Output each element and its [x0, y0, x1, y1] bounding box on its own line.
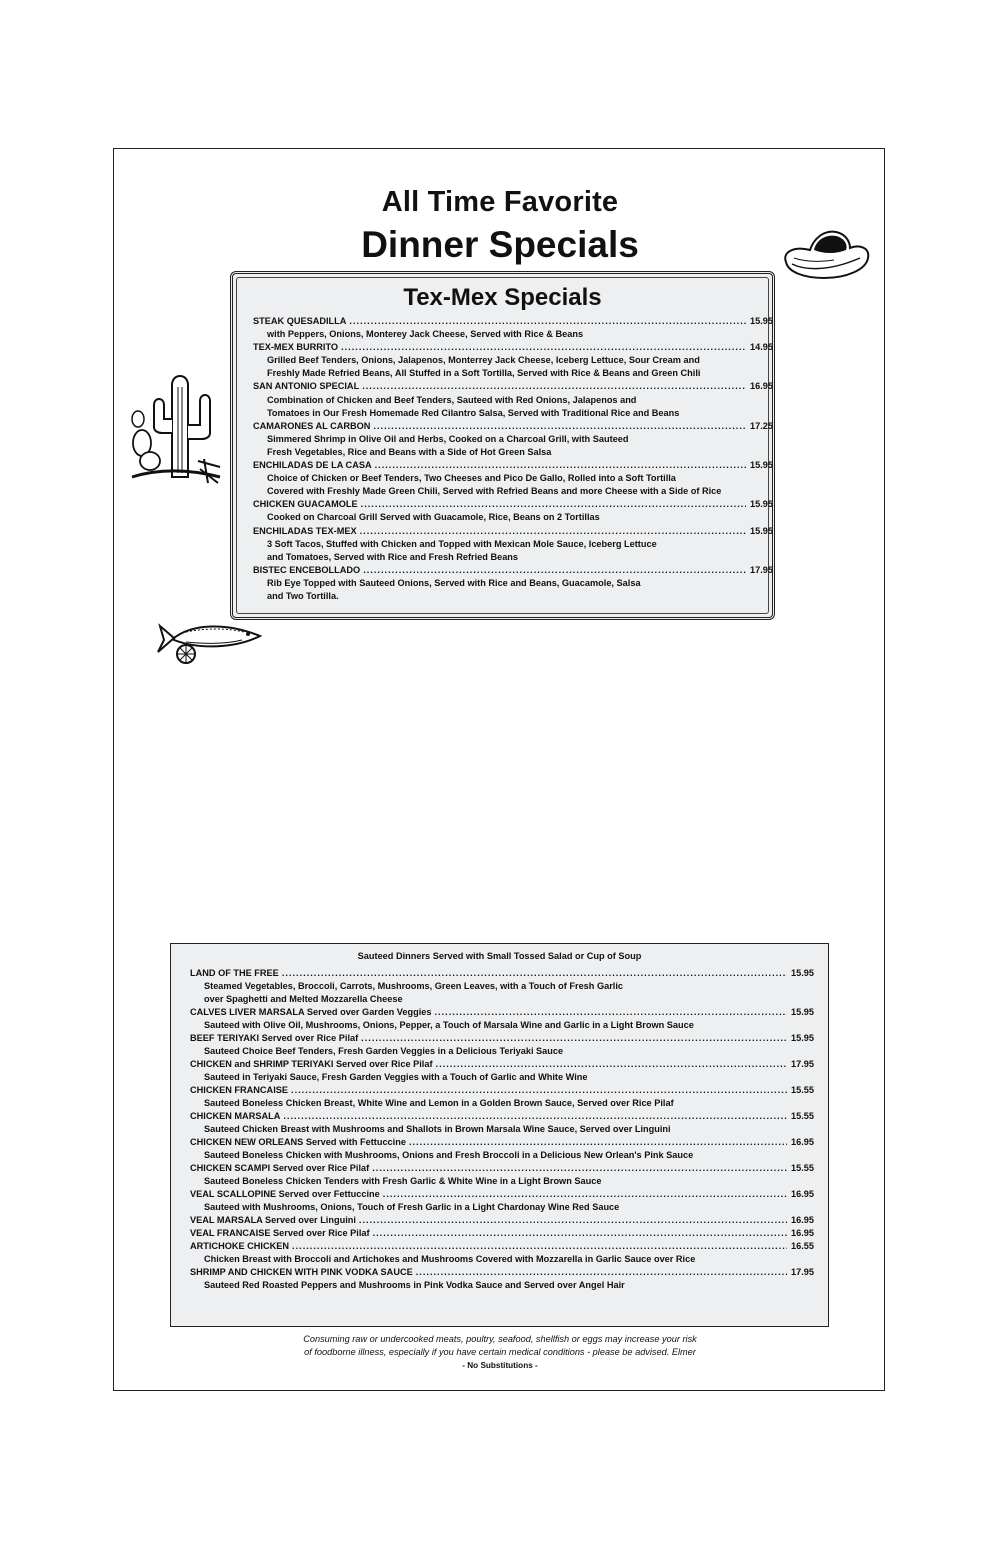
menu-title-line2: Dinner Specials — [361, 224, 639, 265]
menu-item-row — [190, 1227, 814, 1240]
menu-item — [253, 341, 773, 380]
menu-item-row — [190, 1058, 814, 1071]
menu-item-price: 16.95 — [791, 1137, 814, 1147]
dot-leader — [435, 1006, 788, 1019]
dot-leader — [363, 564, 746, 577]
menu-item-name: CHICKEN FRANCAISE — [190, 1085, 289, 1095]
menu-item-name: BEEF TERIYAKI Served over Rice Pilaf — [190, 1033, 359, 1043]
dot-leader — [341, 341, 746, 354]
menu-item-description: Sauteed in Teriyaki Sauce, Fresh Garden Veggies with a Touch of Garlic and White Wine — [204, 1072, 588, 1082]
menu-item-row — [190, 1162, 814, 1175]
menu-item-price: 15.95 — [791, 1033, 814, 1043]
menu-item-row — [190, 1110, 814, 1123]
dot-leader — [282, 967, 787, 980]
texmex-item-list — [253, 315, 773, 603]
menu-item-name: LAND OF THE FREE — [190, 968, 279, 978]
menu-item-name: SAN ANTONIO SPECIAL — [253, 381, 360, 392]
menu-item-row — [190, 967, 814, 980]
menu-item-description: with Peppers, Onions, Monterey Jack Cheese, Served with Rice & Beans — [267, 329, 584, 340]
menu-item-row — [253, 459, 773, 472]
menu-item-price: 15.95 — [750, 316, 773, 326]
fish-icon — [156, 614, 266, 666]
menu-item-description: Sauteed Chicken Breast with Mushrooms and Shallots in Brown Marsala Wine Sauce, Served over Linguini — [204, 1124, 671, 1134]
menu-item — [190, 1006, 814, 1032]
dot-leader — [291, 1084, 787, 1097]
menu-item — [190, 1214, 814, 1227]
menu-title-line1: All Time Favorite — [381, 186, 619, 218]
menu-item-name: VEAL SCALLOPINE Served over Fettuccine — [190, 1189, 380, 1199]
menu-item — [190, 1188, 814, 1214]
menu-item-description: Sauteed Choice Beef Tenders, Fresh Garden Veggies in a Delicious Teriyaki Sauce — [204, 1046, 564, 1056]
menu-item-name: CAMARONES AL CARBON — [253, 420, 371, 431]
menu-item-description: and Two Tortilla. — [267, 590, 339, 601]
menu-item-name: CHICKEN and SHRIMP TERIYAKI Served over Rice Pilaf — [190, 1059, 433, 1069]
menu-item-price: 17.25 — [750, 420, 773, 431]
menu-item-price: 16.55 — [791, 1241, 814, 1251]
menu-item-description: Tomatoes in Our Fresh Homemade Red Cilantro Salsa, Served with Traditional Rice and Beans — [267, 407, 680, 418]
sauteed-item-list — [190, 967, 814, 1292]
disclaimer-line-1: Consuming raw or undercooked meats, poultry, seafood, shellfish or eggs may increase your risk — [303, 1334, 697, 1344]
menu-item-row — [190, 1214, 814, 1227]
menu-item — [253, 315, 773, 341]
menu-item — [253, 525, 773, 564]
menu-item-description: Chicken Breast with Broccoli and Artichokes and Mushrooms Covered with Mozzarella in Garlic Sauce over Rice — [204, 1254, 696, 1264]
menu-item — [190, 1110, 814, 1136]
menu-item-price: 17.95 — [750, 564, 773, 575]
menu-item-price: 15.95 — [750, 460, 773, 471]
menu-item-description: Sauteed with Olive Oil, Mushrooms, Onions, Pepper, a Touch of Marsala Wine and Garlic in a Light Brown Sauce — [204, 1020, 694, 1030]
menu-item-description: Combination of Chicken and Beef Tenders, Sauteed with Red Onions, Jalapenos and — [267, 394, 637, 405]
menu-item-name: VEAL MARSALA Served over Linguini — [190, 1215, 356, 1225]
menu-item-price: 16.95 — [750, 381, 773, 392]
menu-item-name: BISTEC ENCEBOLLADO — [253, 564, 361, 575]
cactus-icon — [128, 365, 224, 485]
menu-item-name: ENCHILADAS TEX-MEX — [253, 525, 357, 536]
menu-item-row — [190, 1084, 814, 1097]
menu-item-description: Cooked on Charcoal Grill Served with Guacamole, Rice, Beans on 2 Tortillas — [267, 512, 600, 523]
menu-item-row — [253, 564, 773, 577]
menu-item-price: 15.55 — [791, 1085, 814, 1095]
menu-item-description: Steamed Vegetables, Broccoli, Carrots, Mushrooms, Green Leaves, with a Touch of Fresh Garlic — [204, 981, 624, 991]
menu-item-price: 15.95 — [791, 968, 814, 978]
texmex-heading: Tex-Mex Specials — [403, 284, 602, 311]
menu-item — [253, 564, 773, 603]
menu-item-price: 15.55 — [791, 1111, 814, 1121]
menu-item-name: ARTICHOKE CHICKEN — [190, 1241, 290, 1251]
menu-item — [190, 1084, 814, 1110]
dot-leader — [409, 1136, 787, 1149]
dot-leader — [383, 1188, 787, 1201]
dot-leader — [361, 1032, 787, 1045]
dot-leader — [359, 1214, 787, 1227]
menu-item — [253, 498, 773, 524]
menu-item-price: 15.95 — [791, 1007, 814, 1017]
menu-item-price: 16.95 — [791, 1189, 814, 1199]
menu-item-name: CHICKEN NEW ORLEANS Served with Fettuccine — [190, 1137, 406, 1147]
menu-item-description: over Spaghetti and Melted Mozzarella Cheese — [204, 994, 403, 1004]
dot-leader — [362, 380, 746, 393]
menu-item-description: Covered with Freshly Made Green Chili, Served with Refried Beans and more Cheese with a Side of Rice — [267, 486, 722, 497]
menu-item-name: TEX-MEX BURRITO — [253, 342, 339, 353]
menu-item-price: 15.95 — [750, 499, 773, 510]
menu-item — [190, 1162, 814, 1188]
dot-leader — [292, 1240, 787, 1253]
dot-leader — [283, 1110, 787, 1123]
menu-item-description: Sauteed with Mushrooms, Onions, Touch of Fresh Garlic in a Light Chardonay Wine Red Sauce — [204, 1202, 620, 1212]
menu-item-row — [253, 498, 773, 511]
dot-leader — [375, 459, 746, 472]
dot-leader — [373, 1227, 787, 1240]
menu-item-description: Simmered Shrimp in Olive Oil and Herbs, Cooked on a Charcoal Grill, with Sauteed — [267, 433, 629, 444]
menu-item-name: ENCHILADAS DE LA CASA — [253, 460, 372, 471]
menu-item — [190, 1240, 814, 1266]
menu-item-description: Freshly Made Refried Beans, All Stuffed in a Soft Tortilla, Served with Rice & Beans and Green Chili — [267, 368, 701, 379]
menu-item-description: Rib Eye Topped with Sauteed Onions, Served with Rice and Beans, Guacamole, Salsa — [267, 577, 641, 588]
menu-item — [190, 967, 814, 1006]
menu-item — [253, 420, 773, 459]
menu-item — [253, 459, 773, 498]
menu-item — [190, 1136, 814, 1162]
texmex-specials-panel — [230, 271, 775, 620]
menu-item-name: SHRIMP AND CHICKEN WITH PINK VODKA SAUCE — [190, 1267, 413, 1277]
menu-item-row — [253, 315, 773, 328]
dot-leader — [436, 1058, 787, 1071]
menu-item-row — [190, 1006, 814, 1019]
menu-item-description: Sauteed Boneless Chicken with Mushrooms, Onions and Fresh Broccoli in a Delicious New Orlean's Pink Sauce — [204, 1150, 694, 1160]
menu-item-price: 16.95 — [791, 1228, 814, 1238]
menu-item-price: 16.95 — [791, 1215, 814, 1225]
menu-item-name: VEAL FRANCAISE Served over Rice Pilaf — [190, 1228, 370, 1238]
sauteed-heading: Sauteed Dinners Served with Small Tossed Salad or Cup of Soup — [357, 951, 642, 961]
footer-disclaimer — [0, 1333, 1000, 1372]
menu-item-description: Sauteed Boneless Chicken Breast, White Wine and Lemon in a Golden Brown Sauce, Served over Rice Pilaf — [204, 1098, 674, 1108]
sauteed-dinners-panel — [170, 943, 829, 1327]
menu-item — [190, 1227, 814, 1240]
dot-leader — [361, 498, 746, 511]
menu-item-name: STEAK QUESADILLA — [253, 316, 347, 326]
dot-leader — [372, 1162, 787, 1175]
menu-item — [253, 380, 773, 419]
menu-item — [190, 1032, 814, 1058]
menu-item-description: Fresh Vegetables, Rice and Beans with a Side of Hot Green Salsa — [267, 446, 552, 457]
menu-item-description: Choice of Chicken or Beef Tenders, Two Cheeses and Pico De Gallo, Rolled into a Soft Tortilla — [267, 473, 676, 484]
menu-item-price: 17.95 — [791, 1059, 814, 1069]
menu-item-row — [253, 341, 773, 354]
dot-leader — [360, 525, 746, 538]
menu-item-row — [190, 1266, 814, 1279]
dot-leader — [373, 420, 746, 433]
sombrero-icon — [780, 222, 872, 286]
dot-leader — [416, 1266, 787, 1279]
disclaimer-line-2: of foodborne illness, especially if you have certain medical conditions - please be advised. Elmer — [304, 1347, 696, 1357]
dot-leader — [349, 315, 746, 328]
menu-item-row — [253, 525, 773, 538]
menu-item — [190, 1058, 814, 1084]
menu-item-price: 15.55 — [791, 1163, 814, 1173]
menu-item-row — [190, 1240, 814, 1253]
no-substitutions-note: - No Substitutions - — [462, 1361, 538, 1370]
menu-item — [190, 1266, 814, 1292]
menu-item-row — [253, 420, 773, 433]
menu-item-description: Grilled Beef Tenders, Onions, Jalapenos, Monterrey Jack Cheese, Iceberg Lettuce, Sour Cream and — [267, 355, 700, 366]
menu-item-description: 3 Soft Tacos, Stuffed with Chicken and Topped with Mexican Mole Sauce, Iceberg Lettuce — [267, 538, 657, 549]
menu-item-description: Sauteed Boneless Chicken Tenders with Fresh Garlic & White Wine in a Light Brown Sauce — [204, 1176, 602, 1186]
menu-item-row — [190, 1188, 814, 1201]
menu-item-name: CHICKEN GUACAMOLE — [253, 499, 358, 510]
menu-item-description: Sauteed Red Roasted Peppers and Mushrooms in Pink Vodka Sauce and Served over Angel Hair — [204, 1280, 625, 1290]
menu-item-description: and Tomatoes, Served with Rice and Fresh Refried Beans — [267, 551, 519, 562]
menu-item-row — [190, 1032, 814, 1045]
menu-item-name: CALVES LIVER MARSALA Served over Garden Veggies — [190, 1007, 432, 1017]
menu-item-name: CHICKEN MARSALA — [190, 1111, 281, 1121]
menu-item-price: 17.95 — [791, 1267, 814, 1277]
menu-item-price: 15.95 — [750, 525, 773, 536]
menu-item-price: 14.95 — [750, 342, 773, 353]
menu-item-row — [253, 380, 773, 393]
menu-item-name: CHICKEN SCAMPI Served over Rice Pilaf — [190, 1163, 370, 1173]
menu-item-row — [190, 1136, 814, 1149]
